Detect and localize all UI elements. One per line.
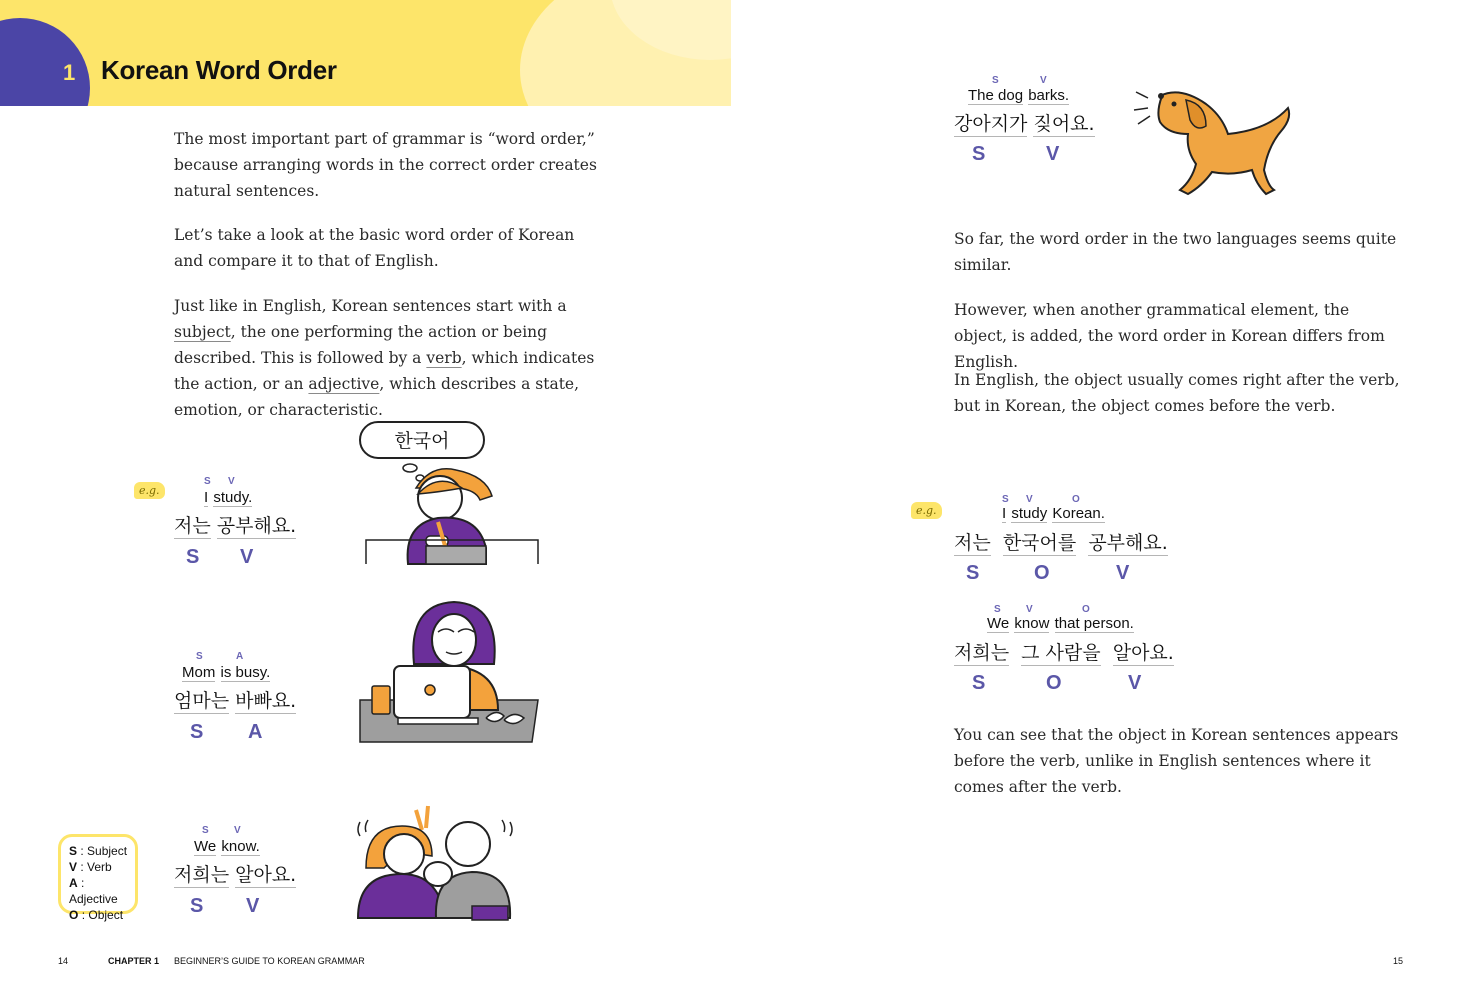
cup (372, 686, 390, 714)
example-i-study (174, 476, 334, 571)
example-we-know-that-person (954, 604, 1194, 699)
role-letter: S (966, 562, 980, 584)
chapter-header (0, 0, 731, 106)
english-word: study (1011, 505, 1048, 522)
korean-word: 바빠요. (235, 690, 297, 712)
english-word: is busy. (220, 664, 271, 681)
text-run: , which describes a state, emotion, or characteristic. (174, 375, 580, 419)
we-know-illustration (352, 800, 518, 922)
tag-subject: S (994, 604, 1001, 615)
head (384, 834, 424, 874)
role-letter: V (1046, 143, 1060, 165)
hands (424, 862, 452, 886)
tag-verb: V (1040, 75, 1047, 86)
motion-lines (502, 820, 512, 836)
korean-sentence (954, 641, 1174, 666)
dog-eye (1172, 102, 1177, 107)
english-word: study. (213, 489, 253, 506)
thought-dot (403, 464, 417, 472)
role-letter: S (190, 895, 204, 917)
english-word: I (204, 489, 209, 506)
korean-word: 저는 (174, 515, 211, 537)
english-word: know. (221, 838, 260, 855)
laptop-logo (425, 685, 435, 695)
barking-dog-illustration (1130, 82, 1296, 198)
example-the-dog-barks (954, 75, 1134, 170)
eg-badge: e.g. (134, 482, 165, 499)
bark-lines (1134, 92, 1150, 124)
korean-word: 저희는 (174, 864, 230, 886)
example-i-study-korean (954, 494, 1184, 589)
legend-key: V (69, 860, 78, 874)
keyboard (398, 718, 478, 724)
english-word: We (987, 615, 1010, 632)
footer-chapter: CHAPTER 1 (108, 956, 160, 966)
chapter-number: 1 (63, 60, 76, 85)
korean-word: 알아요. (235, 864, 297, 886)
chapter-badge (0, 18, 90, 106)
tag-subject: S (992, 75, 999, 86)
legend-key: A (69, 876, 78, 890)
object-added-paragraph: However, when another grammatical element, the object, is added, the word order in Korean differs from English. (954, 301, 1385, 371)
tag-object: O (1082, 604, 1090, 615)
similar-order-paragraph: So far, the word order in the two languages seems quite similar. (954, 230, 1397, 274)
tag-subject: S (204, 476, 211, 487)
tag-verb: V (228, 476, 235, 487)
head (446, 822, 490, 866)
pants (472, 906, 508, 920)
korean-word: 엄마는 (174, 690, 230, 712)
english-sentence (968, 87, 1070, 105)
tag-adjective: A (236, 651, 244, 662)
dog-nose (1158, 93, 1164, 99)
legend-label: : Adjective (69, 876, 118, 906)
tag-verb: V (1026, 604, 1033, 615)
korean-sentence (954, 112, 1095, 137)
face (432, 614, 476, 666)
tag-subject: S (1002, 494, 1009, 505)
legend-item (69, 907, 135, 923)
korean-word: 그 사람을 (1021, 642, 1101, 664)
legend-label: : Subject (80, 844, 128, 858)
english-sentence (987, 615, 1135, 633)
legend-item (69, 875, 135, 907)
role-letter: V (246, 895, 260, 917)
term-subject: subject (174, 323, 231, 341)
korean-word: 짖어요. (1033, 113, 1095, 135)
tag-verb: V (234, 825, 241, 836)
legend-key: S (69, 844, 78, 858)
page-number-left: 14 (58, 956, 69, 966)
motion-lines (358, 820, 368, 836)
korean-word: 공부해요. (216, 515, 297, 537)
english-sentence (194, 838, 261, 856)
korean-word: 알아요. (1112, 642, 1174, 664)
role-letter: V (1116, 562, 1130, 584)
example-mom-is-busy (174, 651, 334, 746)
english-word: know (1014, 615, 1050, 632)
subject-verb-paragraph (174, 293, 619, 423)
korean-word: 저희는 (954, 642, 1010, 664)
english-sentence (1002, 505, 1106, 523)
basic-order-paragraph: Let’s take a look at the basic word order of Korean and compare it to that of English. (174, 226, 575, 270)
book (426, 546, 486, 564)
english-word: that person. (1054, 615, 1134, 632)
english-word: I (1002, 505, 1007, 522)
text-run: , the one performing the action or being described. This is followed by a (174, 323, 548, 367)
conclusion-paragraph: You can see that the object in Korean sentences appears before the verb, unlike in English sentences where it comes after the verb. (954, 726, 1399, 796)
example-we-know (174, 825, 334, 920)
tag-subject: S (202, 825, 209, 836)
korean-sentence (174, 863, 296, 888)
korean-sentence (174, 514, 296, 539)
legend-key: O (69, 908, 79, 922)
role-letter: S (186, 546, 200, 568)
role-legend (58, 834, 138, 922)
role-letter: S (972, 143, 986, 165)
korean-word: 저는 (954, 532, 991, 554)
thought-bubble-text: 한국어 (394, 430, 450, 452)
footer-book-title: BEGINNER’S GUIDE TO KOREAN GRAMMAR (174, 956, 365, 966)
tag-verb: V (1026, 494, 1033, 505)
role-letter: O (1046, 672, 1062, 694)
role-letter: S (972, 672, 986, 694)
korean-word: 한국어를 (1002, 532, 1077, 554)
english-word: barks. (1028, 87, 1070, 104)
english-sentence (182, 664, 271, 682)
studying-student-illustration (358, 418, 544, 566)
korean-sentence (174, 689, 296, 714)
busy-mom-illustration (358, 600, 544, 744)
english-word: The dog (968, 87, 1024, 104)
object-position-paragraph: In English, the object usually comes right after the verb, but in Korean, the object comes before the verb. (954, 371, 1400, 415)
exclamation-marks (416, 806, 428, 830)
role-letter: V (240, 546, 254, 568)
dog-body (1158, 92, 1289, 194)
role-letter: A (248, 721, 263, 743)
legend-item (69, 843, 135, 859)
eg-badge: e.g. (911, 502, 942, 519)
english-word: We (194, 838, 217, 855)
role-letter: V (1128, 672, 1142, 694)
english-word: Mom (182, 664, 216, 681)
text-run: , which indicates the action, or an (174, 349, 595, 393)
tag-subject: S (196, 651, 203, 662)
tag-object: O (1072, 494, 1080, 505)
korean-word: 강아지가 (954, 113, 1028, 135)
intro-paragraph: The most important part of grammar is “word order,” because arranging words in the correct order creates natural sentences. (174, 130, 597, 200)
korean-sentence (954, 531, 1168, 556)
english-sentence (204, 489, 253, 507)
legend-label: : Object (81, 908, 124, 922)
page-number-right: 15 (1393, 956, 1404, 966)
legend-item (69, 859, 135, 875)
legend-label: : Verb (80, 860, 112, 874)
term-verb: verb (426, 349, 462, 367)
role-letter: S (190, 721, 204, 743)
korean-word: 공부해요. (1088, 532, 1168, 554)
role-letter: O (1034, 562, 1050, 584)
text-run: Just like in English, Korean sentences start with a (174, 297, 567, 315)
term-adjective: adjective (308, 375, 380, 393)
page-title: Korean Word Order (101, 55, 337, 85)
english-word: Korean. (1052, 505, 1105, 522)
